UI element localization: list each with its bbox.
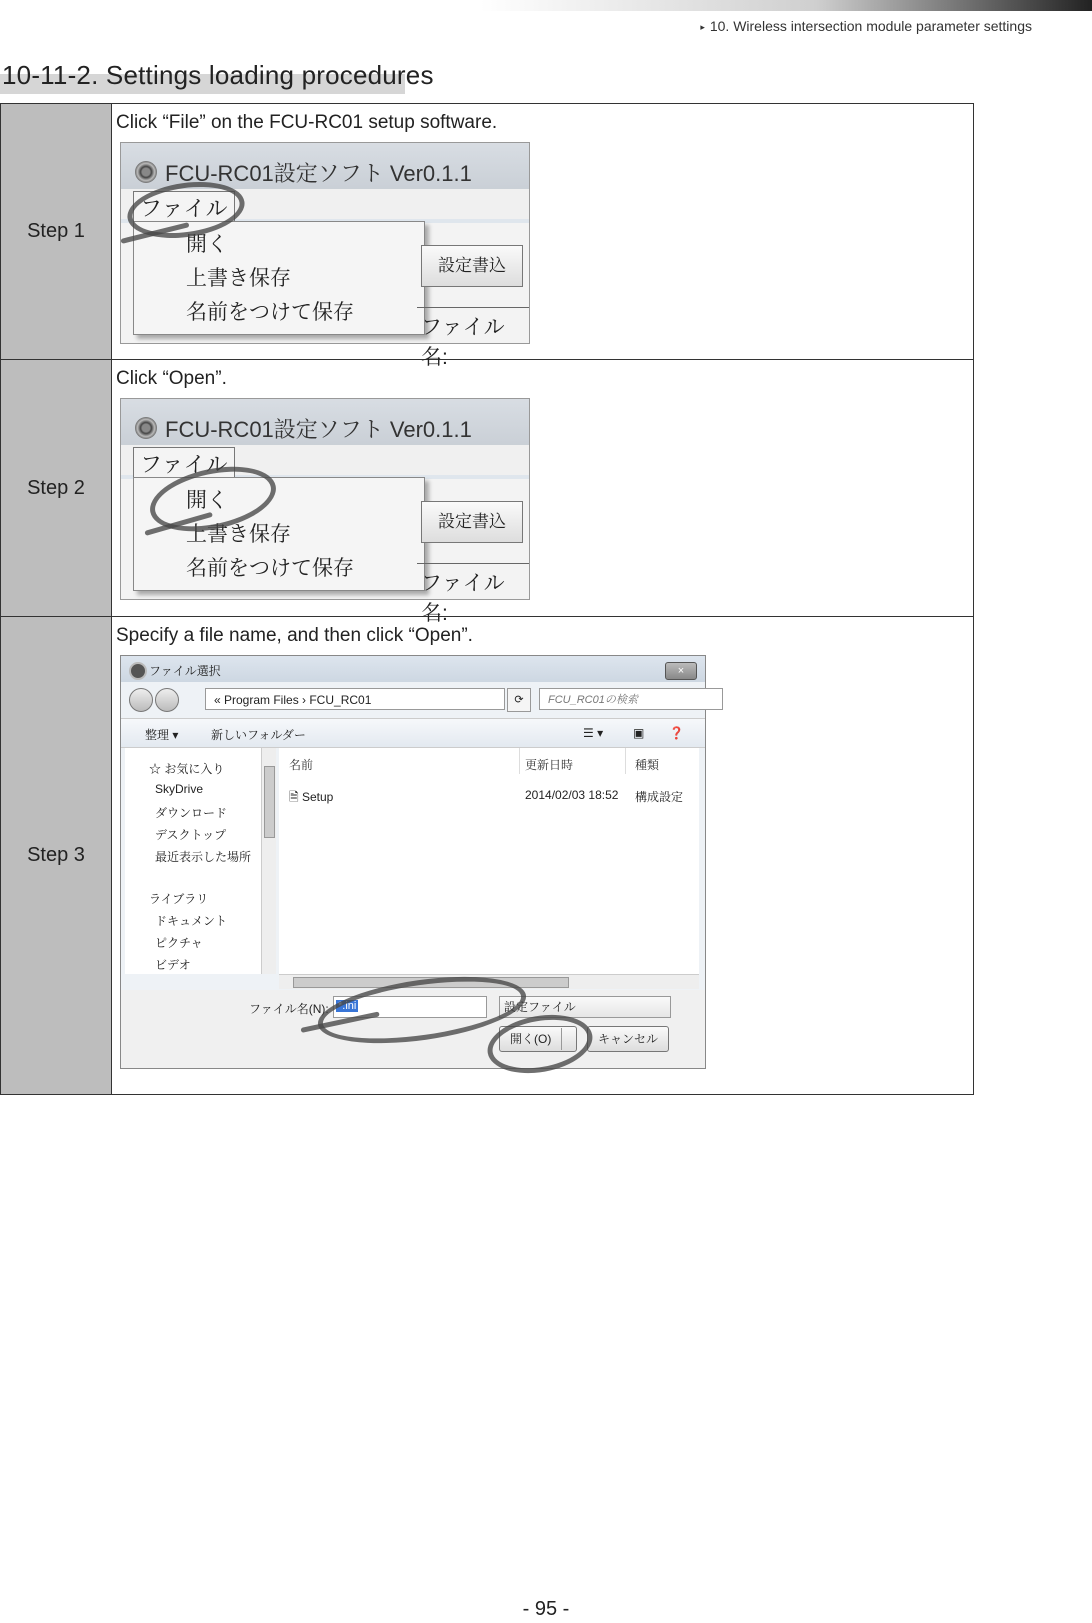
menu-item-open[interactable]: 開く [186, 489, 228, 512]
file-icon: 🗎 [289, 790, 302, 804]
nav-item-videos[interactable]: ビデオ [155, 958, 191, 972]
file-name-label: ファイル名: [421, 572, 505, 625]
step-body [112, 360, 974, 625]
app-screenshot-file-menu [120, 142, 530, 369]
nav-item-desktop[interactable]: デスクトップ [155, 828, 227, 842]
breadcrumb-text: 10. Wireless intersection module parameter settings [709, 18, 1032, 34]
scrollbar-thumb[interactable] [264, 766, 275, 838]
dialog-footer [121, 990, 705, 1068]
scrollbar[interactable] [261, 748, 276, 974]
file-type: 構成設定 [635, 790, 684, 804]
dialog-title: ファイル選択 [149, 664, 221, 678]
file-list-pane [279, 748, 699, 974]
app-title: FCU-RC01設定ソフト Ver0.1.1 [165, 417, 472, 442]
app-title: FCU-RC01設定ソフト Ver0.1.1 [165, 161, 472, 186]
file-name-value: *.ini [338, 1000, 357, 1012]
column-header-name[interactable]: 名前 [289, 758, 314, 772]
star-icon: ☆ [149, 762, 165, 776]
step-label: Step 1 [1, 104, 112, 360]
nav-item-documents[interactable]: ドキュメント [155, 914, 228, 928]
step-row-3 [1, 617, 974, 1095]
file-date: 2014/02/03 18:52 [525, 788, 619, 802]
section-title-text: 10-11-2. Settings loading procedures [2, 60, 434, 90]
cancel-button[interactable]: キャンセル [587, 1026, 669, 1052]
organize-button[interactable]: 整理 ▾ [145, 728, 179, 742]
app-screenshot-open-menu [120, 398, 530, 625]
nav-item-libraries[interactable]: ライブラリ [149, 892, 209, 906]
new-folder-button[interactable]: 新しいフォルダー [211, 728, 306, 742]
file-type-select[interactable]: 設定ファイル [499, 996, 671, 1018]
step-label: Step 2 [1, 360, 112, 617]
menu-item-save-as[interactable]: 名前をつけて保存 [186, 301, 354, 324]
chevron-right-icon: ▸ [700, 22, 705, 32]
menu-item-overwrite-save[interactable]: 上書き保存 [186, 523, 291, 546]
file-name: Setup [301, 790, 334, 804]
nav-item-pictures[interactable]: ピクチャ [155, 936, 203, 950]
step-row-1 [1, 104, 974, 360]
breadcrumb [700, 18, 1032, 34]
step-instruction: Specify a file name, and then click “Open”. [116, 625, 473, 646]
step-instruction: Click “Open”. [116, 368, 227, 389]
column-separator [519, 748, 520, 774]
nav-item-downloads[interactable]: ダウンロード [155, 806, 228, 820]
steps-table [0, 103, 974, 1095]
close-button[interactable]: × [665, 662, 697, 680]
divider [417, 563, 529, 564]
file-name-label: ファイル名(N): [249, 1002, 329, 1016]
column-header-type[interactable]: 種類 [635, 758, 660, 772]
nav-item-skydrive[interactable]: SkyDrive [155, 782, 204, 796]
step-body [112, 104, 974, 369]
section-title [2, 60, 434, 91]
nav-item-label: お気に入り [164, 762, 225, 776]
menu-item-open[interactable]: 開く [186, 233, 228, 256]
back-icon[interactable] [129, 688, 153, 712]
nav-row [129, 686, 697, 712]
file-menu[interactable]: ファイル [133, 447, 235, 480]
navigation-pane [125, 748, 276, 974]
address-bar[interactable]: « Program Files › FCU_RC01 [205, 688, 505, 710]
nav-item-favorites[interactable] [149, 760, 224, 777]
dialog-titlebar [121, 656, 705, 682]
divider [417, 307, 529, 308]
column-separator [625, 748, 626, 774]
column-header-date[interactable]: 更新日時 [525, 758, 574, 772]
nav-item-recent-places[interactable]: 最近表示した場所 [155, 850, 252, 864]
help-icon[interactable]: ❓ [669, 726, 684, 740]
menu-item-save-as[interactable]: 名前をつけて保存 [186, 557, 354, 580]
step-instruction: Click “File” on the FCU-RC01 setup software. [116, 112, 498, 133]
menu-item-overwrite-save[interactable]: 上書き保存 [186, 267, 291, 290]
app-icon [129, 662, 147, 680]
step-row-2 [1, 360, 974, 617]
app-icon [135, 161, 157, 183]
step-label: Step 3 [1, 617, 112, 1095]
page-number: - 95 - [522, 1598, 570, 1620]
write-settings-button[interactable]: 設定書込 [421, 245, 523, 287]
file-menu[interactable]: ファイル [133, 191, 235, 224]
file-select-dialog [120, 655, 706, 1069]
file-name-label: ファイル名: [421, 316, 505, 369]
file-row[interactable] [289, 788, 333, 809]
search-input[interactable]: FCU_RC01の検索 [539, 688, 723, 710]
preview-pane-icon[interactable]: ▣ [633, 726, 645, 740]
dialog-toolbar [121, 718, 705, 748]
refresh-icon[interactable]: ⟳ [507, 688, 531, 712]
step-body [112, 617, 974, 1095]
forward-icon[interactable] [155, 688, 179, 712]
open-button[interactable]: 開く(O) [499, 1026, 577, 1052]
app-icon [135, 417, 157, 439]
file-dropdown [133, 221, 425, 335]
write-settings-button[interactable]: 設定書込 [421, 501, 523, 543]
header-gradient-bar [480, 0, 1092, 11]
view-options-icon[interactable]: ☰ ▾ [583, 726, 604, 740]
